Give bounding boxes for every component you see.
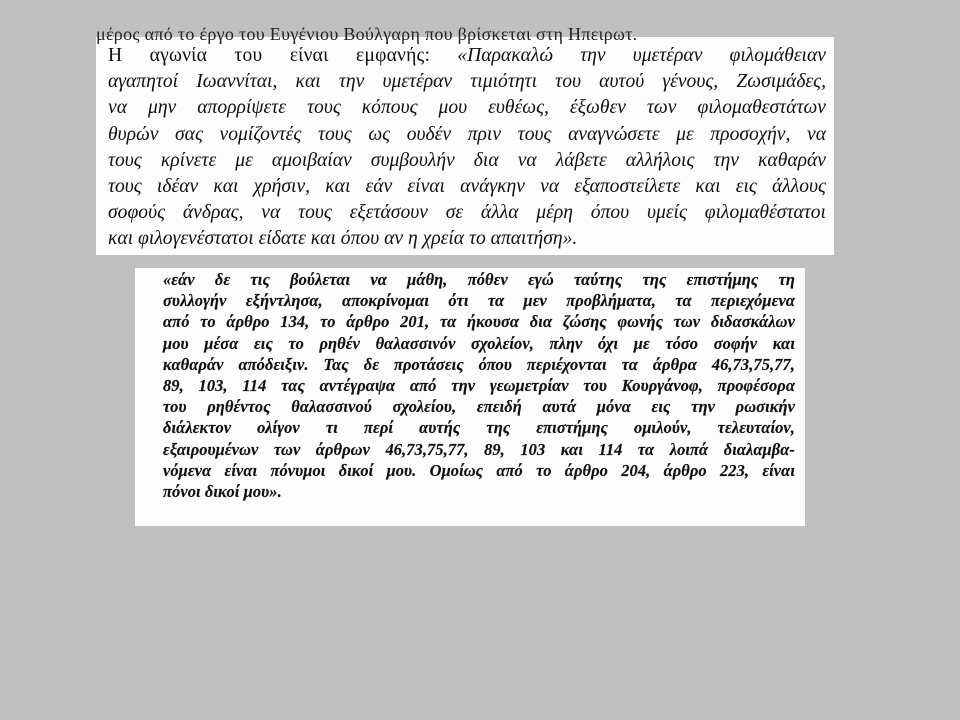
- bottom-paragraph: [163, 269, 795, 502]
- bottom-line: νόμενα είναι πόνυμοι δικοί μου. Ομοίως από το άρθρο 204, άρθρο 223, είναι: [163, 460, 795, 480]
- bottom-excerpt-scan: [135, 268, 805, 526]
- top-line: σοφούς άνδρας, να τους εξετάσουν σε άλλα μέρη όπου υμείς φιλομαθέστατοι: [108, 202, 826, 224]
- bottom-line: εξαιρουμένων των άρθρων 46,73,75,77, 89, 103 και 114 τα λοιπά διαλαμβα-: [163, 439, 795, 459]
- top-line: τους κρίνετε με αμοιβαίαν συμβουλήν δια να λάβετε αλλήλοις την καθαράν: [108, 149, 826, 171]
- top-line: [108, 43, 826, 69]
- bottom-line: μου μέσα εις το ρηθέν θαλασσινόν σχολείον, πλην όχι με τόσο σοφήν και: [163, 333, 795, 353]
- top-cut-line: μέρος από το έργο του Ευγένιου Βούλγαρη που βρίσκεται στη Ηπειρωτ.: [96, 24, 638, 44]
- top-lead: Η αγωνία του είναι εμφανής:: [108, 45, 431, 66]
- bottom-line: από το άρθρο 134, το άρθρο 201, τα ήκουσα δια ζώσης φωνής των διδασκάλων: [163, 312, 795, 332]
- bottom-line: καθαράν απόδειξιν. Τας δε προτάσεις όπου περιέχονται τα άρθρα 46,73,75,77,: [163, 354, 795, 374]
- top-line: αγαπητοί Ιωαννίται, και την υμετέραν τιμιότητι του αυτού γένους, Ζωσιμάδες,: [108, 71, 826, 93]
- top-line: θυρών σας νομίζοντές τους ως ουδέν πριν τους αναγνώσετε με προσοχήν, να: [108, 123, 826, 145]
- bottom-line: πόνοι δικοί μου».: [163, 482, 282, 502]
- bottom-line: 89, 103, 114 τας αντέγραψα από την γεωμετρίαν του Κουργάνοφ, προφέσορα: [163, 376, 795, 396]
- bottom-line: του ρηθέντος θαλασσινού σχολείου, επειδή αυτά μόνα εις την ρωσικήν: [163, 397, 795, 417]
- bottom-line: διάλεκτον ολίγον τι περί αυτής της επιστήμης ομιλούν, τελευταίον,: [163, 418, 795, 438]
- top-line: τους ιδέαν και χρήσιν, και εάν είναι ανάγκην να εξαποστείλετε και εις άλλους: [108, 176, 826, 198]
- bottom-line: συλλογήν εξήντλησα, αποκρίνομαι ότι τα μεν προβλήματα, τα περιεχόμενα: [163, 291, 795, 311]
- top-quote-start: «Παρακαλώ την υμετέραν φιλομάθειαν: [457, 45, 826, 66]
- bottom-line: «εάν δε τις βούλεται να μάθη, πόθεν εγώ ταύτης της επιστήμης τη: [163, 270, 795, 289]
- top-paragraph: [108, 43, 826, 253]
- top-excerpt-scan: [96, 24, 834, 255]
- top-line: να μην απορρίψετε τους κόπους μου ευθέως, έξωθεν των φιλομαθεστάτων: [108, 97, 826, 119]
- top-line: και φιλογενέστατοι είδατε και όπου αν η χρεία το απαιτήση».: [108, 228, 578, 250]
